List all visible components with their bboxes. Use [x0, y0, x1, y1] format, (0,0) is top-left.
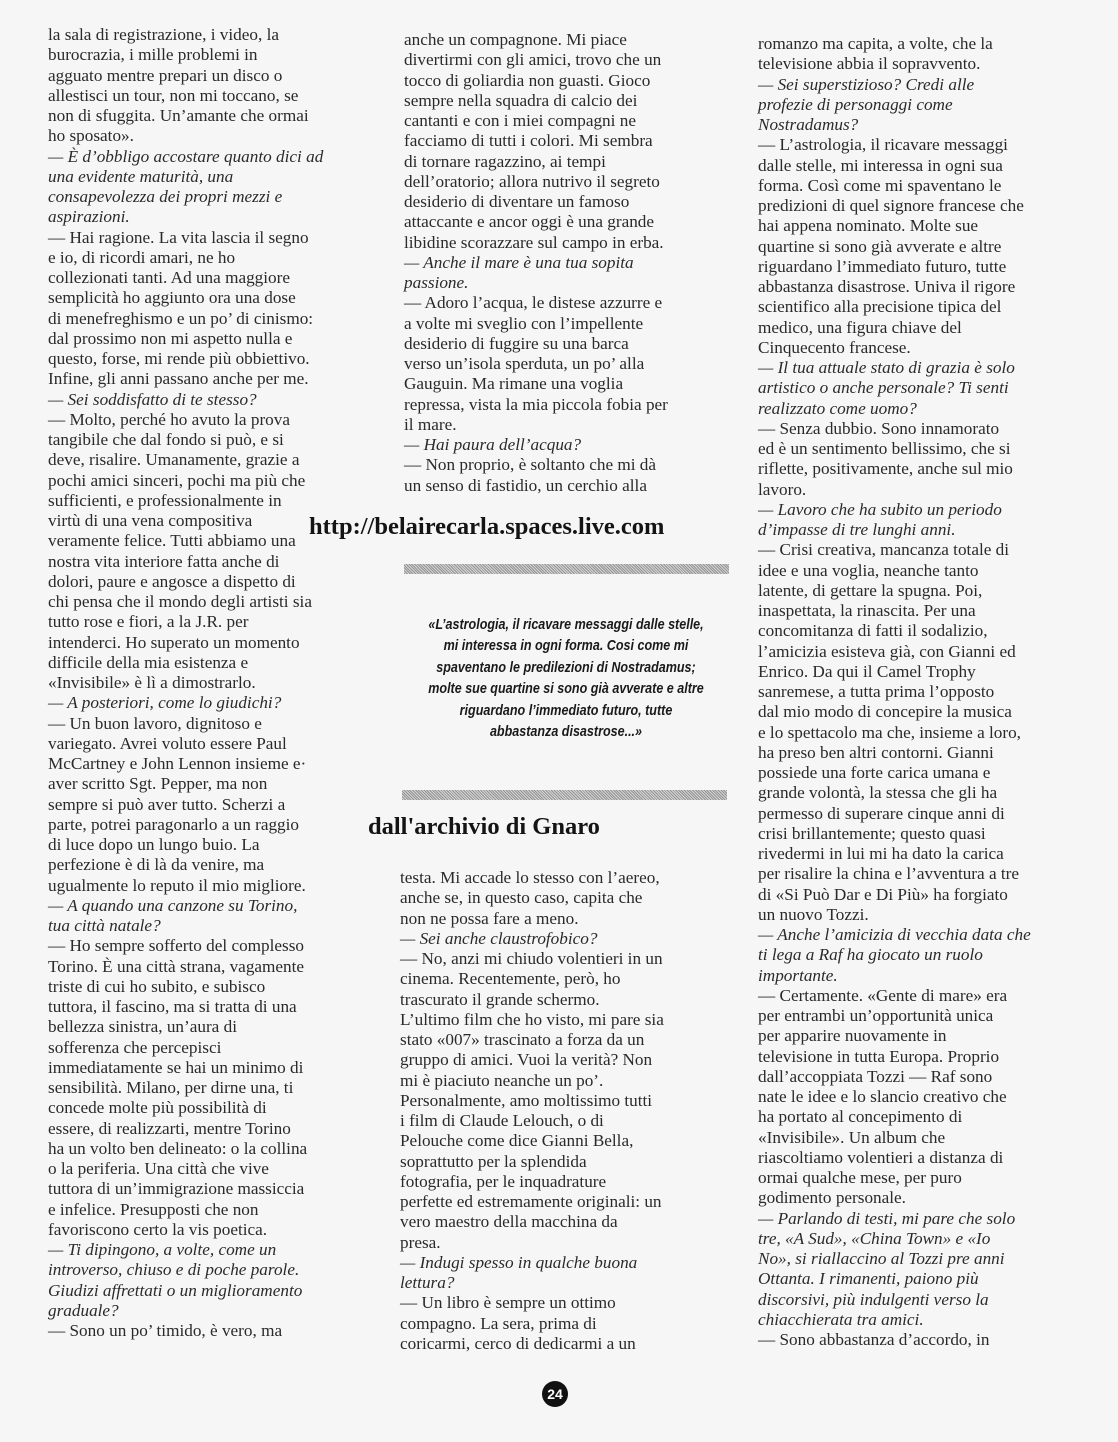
answer-line: tocco di goliardia non guasti. Gioco	[404, 70, 651, 90]
answer-line: ugualmente lo reputo il mio migliore.	[48, 875, 306, 895]
answer-line: vero maestro della macchina da	[400, 1212, 618, 1232]
question-line: Nostradamus?	[758, 115, 859, 134]
answer-line: bellezza sinistra, un’aura di	[48, 1017, 237, 1037]
answer-line: Personalmente, amo moltissimo tutti	[400, 1090, 653, 1110]
answer-line: sufficienti, e professionalmente in	[48, 490, 282, 510]
answer-line: — No, anzi mi chiudo volentieri in un	[400, 949, 663, 968]
answer-line: — Sono un po’ timido, è vero, ma	[48, 1321, 283, 1340]
question-line: aspirazioni.	[48, 207, 130, 227]
answer-line: di «Si Può Dar e Di Più» ha forgiato	[758, 884, 1008, 904]
answer-line: ha preso ben altri contorni. Gianni	[758, 742, 994, 762]
answer-line: soprattutto per la splendida	[400, 1151, 587, 1171]
watermark-archive: dall'archivio di Gnaro	[368, 813, 600, 840]
answer-line: e infelice. Presupposti che non	[48, 1199, 259, 1219]
answer-line: inaspettata, la rinascita. Per una	[758, 601, 976, 620]
answer-line: veramente felice. Tutti abbiamo una	[48, 531, 296, 551]
answer-line: ho sposato».	[48, 126, 134, 146]
answer-line: di luce dopo un lungo buio. La	[48, 835, 260, 854]
answer-line: permesso di superare cinque anni di	[758, 803, 1005, 823]
answer-line: fotografia, per le inquadrature	[400, 1171, 607, 1191]
answer-line: latente, di gettare la spugna. Poi,	[758, 580, 983, 600]
answer-line: — Ho sempre sofferto del complesso	[48, 936, 305, 956]
answer-line: trascurato il grande schermo.	[400, 989, 600, 1009]
answer-line: anche se, in questo caso, capita che	[400, 888, 643, 908]
question-line: una evidente maturità, una	[48, 166, 234, 186]
answer-line: dolori, paure e angosce a dispetto di	[48, 571, 296, 591]
answer-line: — L’astrologia, il ricavare messaggi	[758, 135, 1008, 155]
question-line: artistico o anche personale? Ti senti	[758, 378, 1009, 398]
answer-line: verso un’isola sperduta, un po’ alla	[404, 354, 645, 373]
answer-line: facciamo di tutti i colori. Mi sembra	[404, 131, 653, 151]
answer-line: — Crisi creativa, mancanza totale di	[758, 540, 1010, 560]
answer-line: la sala di registrazione, i video, la	[48, 25, 279, 44]
answer-line: grande volontà, la stessa che gli ha	[758, 783, 998, 803]
answer-line: «Invisibile». Un album che	[758, 1127, 946, 1147]
answer-line: ha un volto ben delineato: o la collina	[48, 1138, 308, 1158]
answer-line: — Un buon lavoro, dignitoso e	[48, 713, 262, 733]
answer-line: riascoltiamo volentieri a distanza di	[758, 1147, 1004, 1167]
question-line: graduale?	[48, 1300, 119, 1320]
answer-line: — Sono abbastanza d’accordo, in	[758, 1330, 990, 1349]
answer-line: tuttora di un’immigrazione massiccia	[48, 1179, 305, 1199]
answer-line: pochi amici sinceri, pochi ma più che	[48, 470, 306, 490]
answer-line: per entrambi un’opportunità unica	[758, 1006, 994, 1025]
question-line: — A quando una canzone su Torino,	[48, 895, 298, 915]
answer-line: ha portato al concepimento di	[758, 1107, 963, 1127]
answer-line: quartine si sono già avverate e altre	[758, 236, 1002, 256]
question-line: d’impasse di tre lunghi anni.	[758, 520, 956, 539]
answer-line: — Senza dubbio. Sono innamorato	[758, 418, 1000, 438]
answer-line: McCartney e John Lennon insieme e·	[48, 754, 307, 773]
pullquote-line: «L’astrologia, il ricavare messaggi dalle stelle,	[428, 617, 704, 633]
article-column-1	[48, 25, 323, 1341]
question-line: lettura?	[400, 1273, 455, 1292]
answer-line: tuttora, il fascino, ma si tratta di una	[48, 997, 297, 1016]
answer-line: ed è un sentimento bellissimo, che si	[758, 439, 1011, 458]
answer-line: mi è piaciuto neanche un po’.	[400, 1070, 604, 1090]
answer-line: l’amicizia esisteva già, con Gianni ed	[758, 641, 1016, 661]
question-line: — Ti dipingono, a volte, come un	[48, 1240, 277, 1259]
answer-line: forma. Così come mi spaventano le	[758, 175, 1002, 195]
answer-line: un senso di fastidio, un cerchio alla	[404, 475, 647, 495]
answer-line: repressa, vista la mia piccola fobia per	[404, 394, 668, 414]
answer-line: immediatamente se hai un minimo di	[48, 1057, 304, 1077]
answer-line: desiderio di diventare un famoso	[404, 192, 630, 211]
answer-line: nate le idee e lo slancio creativo che	[758, 1087, 1007, 1106]
question-line: passione.	[404, 273, 469, 292]
answer-line: favoriscono certo la vis poetica.	[48, 1219, 268, 1239]
answer-line: Cinquecento francese.	[758, 337, 911, 357]
question-line: — Sei superstizioso? Credi alle	[758, 74, 975, 94]
pullquote-line: riguardano l’immediato futuro, tutte	[459, 702, 673, 719]
answer-line: per risalire la china e l’avventura a tre	[758, 864, 1020, 884]
pullquote-rule-top	[404, 564, 729, 574]
question-line: tre, «A Sud», «China Town» e «Io	[758, 1228, 991, 1248]
answer-line: cinema. Recentemente, però, ho	[400, 969, 621, 989]
answer-line: — Molto, perché ho avuto la prova	[48, 409, 290, 429]
answer-line: crisi brillantemente; questo quasi	[758, 823, 986, 843]
question-line: importante.	[758, 965, 838, 985]
question-line: realizzato come uomo?	[758, 398, 917, 418]
answer-line: libidine scorazzare sul campo in erba.	[404, 232, 664, 252]
answer-line: lavoro.	[758, 479, 807, 499]
answer-line: e lo spettacolo ma che, insieme a loro,	[758, 722, 1021, 742]
answer-line: sempre si può aver tutto. Scherzi a	[48, 794, 286, 814]
answer-line: presa.	[400, 1232, 441, 1252]
answer-line: riguardano l’immediato futuro, tutte	[758, 256, 1007, 276]
pullquote-line: abbastanza disastrose...»	[489, 724, 643, 741]
answer-line: gruppo di amici. Vuoi la verità? Non	[400, 1050, 653, 1070]
answer-line: Infine, gli anni passano anche per me.	[48, 369, 309, 389]
answer-line: medico, una figura chiave del	[758, 317, 962, 337]
answer-line: testa. Mi accade lo stesso con l’aereo,	[400, 868, 660, 887]
answer-line: tutto rose e fiori, a la J.R. per	[48, 612, 249, 632]
answer-line: «Invisibile» è lì a dimostrarlo.	[48, 673, 256, 692]
article-column-2-top	[404, 30, 668, 496]
question-line: tua città natale?	[48, 916, 161, 935]
answer-line: aver scritto Sgt. Pepper, ma non	[48, 774, 268, 794]
answer-line: sempre nella squadra di calcio dei	[404, 90, 638, 110]
answer-line: parte, potrei paragonarlo a un raggio	[48, 814, 300, 834]
answer-line: — Hai ragione. La vita lascia il segno	[48, 227, 309, 247]
answer-line: concomitanza di fatti il sodalizio,	[758, 621, 988, 641]
question-line: discorsivi, più indulgenti verso la	[758, 1289, 989, 1309]
question-line: — Sei anche claustrofobico?	[400, 928, 598, 948]
answer-line: o la periferia. Una città che vive	[48, 1159, 269, 1178]
answer-line: nostra vita interiore fatta anche di	[48, 551, 280, 571]
answer-line: triste di cui ho subito, e subisco	[48, 976, 266, 996]
answer-line: desiderio di fuggire su una barca	[404, 333, 629, 353]
answer-line: attaccante e ancor oggi è una grande	[404, 212, 655, 232]
answer-line: semplicità ho aggiunto ora una dose	[48, 288, 296, 308]
answer-line: di menefreghismo e un po’ di cinismo:	[48, 308, 314, 328]
answer-line: tangibile che dal fondo si può, e si	[48, 430, 284, 449]
answer-line: chi pensa che il mondo degli artisti sia	[48, 592, 312, 611]
answer-line: stato «007» trascinato a forza da un	[400, 1030, 645, 1049]
answer-line: — Un libro è sempre un ottimo	[400, 1293, 616, 1313]
question-line: consapevolezza dei propri mezzi e	[48, 187, 283, 206]
answer-line: dalle stelle, mi interessa in ogni sua	[758, 155, 1003, 175]
question-line: — Il tua attuale stato di grazia è solo	[758, 358, 1015, 377]
question-line: — Hai paura dell’acqua?	[404, 435, 582, 454]
pullquote-line: molte sue quartine si sono già avverate e altre	[428, 681, 704, 698]
question-line: introverso, chiuso e di poche parole.	[48, 1260, 300, 1280]
answer-line: dal prossimo non mi aspetto nulla e	[48, 328, 293, 348]
answer-line: sofferenza che percepisci	[48, 1037, 222, 1057]
question-line: Giudizi affrettati o un miglioramento	[48, 1280, 303, 1300]
pullquote-line: mi interessa in ogni forma. Cosi come mi	[443, 638, 689, 655]
question-line: — È d’obbligo accostare quanto dici ad	[48, 146, 324, 166]
answer-line: — Certamente. «Gente di mare» era	[758, 985, 1008, 1005]
answer-line: televisione in tutta Europa. Proprio	[758, 1046, 1000, 1066]
question-line: Ottanta. I rimanenti, paiono più	[758, 1269, 979, 1289]
answer-line: abbastanza disastrose. Univa il rigore	[758, 277, 1016, 296]
answer-line: deve, risalire. Umanamente, grazie a	[48, 450, 300, 470]
question-line: — Parlando di testi, mi pare che solo	[758, 1208, 1016, 1228]
answer-line: — Non proprio, è soltanto che mi dà	[404, 455, 657, 475]
question-line: ti lega a Raf ha giocato un ruolo	[758, 945, 983, 965]
article-column-3	[758, 34, 1031, 1350]
pullquote	[420, 615, 712, 743]
answer-line: a volte mi sveglio con l’impellente	[404, 313, 644, 333]
answer-line: Gauguin. Ma rimane una voglia	[404, 374, 624, 394]
question-line: — Sei soddisfatto di te stesso?	[48, 389, 257, 409]
answer-line: concede molte più possibilità di	[48, 1098, 267, 1118]
question-line: profezie di personaggi come	[758, 94, 953, 114]
question-line: — Lavoro che ha subito un periodo	[758, 499, 1002, 519]
answer-line: ormai qualche mese, per puro	[758, 1168, 962, 1187]
answer-line: perfezione è di là da venire, ma	[48, 855, 265, 875]
answer-line: scientifico alla precisione tipica del	[758, 297, 1002, 317]
answer-line: anche un compagnone. Mi piace	[404, 30, 627, 49]
answer-line: non di sfuggita. Un’amante che ormai	[48, 106, 309, 125]
answer-line: riflette, positivamente, anche sul mio	[758, 459, 1013, 479]
answer-line: difficile della mia esistenza e	[48, 652, 249, 672]
answer-line: per apparire nuovamente in	[758, 1026, 947, 1046]
article-column-2-bottom	[400, 868, 664, 1354]
question-line: — Anche il mare è una tua sopita	[404, 252, 634, 272]
answer-line: questo, forse, mi rende più obbiettivo.	[48, 349, 310, 368]
answer-line: L’ultimo film che ho visto, mi pare sia	[400, 1009, 664, 1029]
answer-line: allestisci un tour, non mi toccano, se	[48, 85, 299, 105]
answer-line: compagno. La sera, prima di	[400, 1313, 597, 1333]
answer-line: — Adoro l’acqua, le distese azzurre e	[404, 293, 663, 313]
answer-line: sensibilità. Milano, per dirne una, ti	[48, 1078, 294, 1097]
answer-line: collezionati tanti. Ad una maggiore	[48, 268, 290, 287]
question-line: — A posteriori, come lo giudichi?	[48, 693, 282, 713]
answer-line: il mare.	[404, 414, 457, 434]
pullquote-rule-bottom	[402, 790, 727, 800]
question-line: — Anche l’amicizia di vecchia data che	[758, 925, 1031, 944]
answer-line: sanremese, a tutta prima l’opposto	[758, 682, 995, 701]
question-line: chiacchierata tra amici.	[758, 1309, 924, 1329]
answer-line: non ne possa fare a meno.	[400, 908, 579, 928]
answer-line: virtù di una vena compositiva	[48, 511, 253, 530]
answer-line: dal mio modo di concepire la musica	[758, 702, 1012, 722]
answer-line: romanzo ma capita, a volte, che la	[758, 34, 993, 53]
answer-line: godimento personale.	[758, 1188, 906, 1208]
answer-line: idee e una voglia, neanche tanto	[758, 560, 979, 580]
answer-line: dall’accoppiata Tozzi — Raf sono	[758, 1066, 993, 1086]
answer-line: possiede una forte carica umana e	[758, 763, 991, 782]
answer-line: di tornare ragazzino, ai tempi	[404, 151, 606, 171]
page-number-badge: 24	[542, 1381, 568, 1407]
answer-line: Pelouche come dice Gianni Bella,	[400, 1131, 634, 1151]
answer-line: agguato mentre prepari un disco o	[48, 65, 283, 85]
answer-line: e io, di ricordi amari, ne ho	[48, 247, 236, 267]
answer-line: un nuovo Tozzi.	[758, 904, 869, 924]
answer-line: perfette ed estremamente originali: un	[400, 1192, 662, 1211]
answer-line: burocrazia, i mille problemi in	[48, 45, 258, 65]
answer-line: variegato. Avrei voluto essere Paul	[48, 733, 287, 753]
question-line: — Indugi spesso in qualche buona	[400, 1252, 638, 1272]
answer-line: predizioni di quel signore francese che	[758, 196, 1024, 215]
answer-line: dell’oratorio; allora nutrivo il segreto	[404, 171, 660, 191]
answer-line: rivedermi in lui mi ha dato la carica	[758, 844, 1004, 863]
answer-line: coricarmi, cerco di dedicarmi a un	[400, 1333, 636, 1353]
question-line: No», si riallaccino al Tozzi pre anni	[758, 1249, 1005, 1268]
answer-line: Torino. È una città strana, vagamente	[48, 956, 305, 976]
answer-line: Enrico. Da qui il Camel Trophy	[758, 661, 976, 681]
answer-line: divertirmi con gli amici, trovo che un	[404, 50, 662, 70]
answer-line: cantanti e con i miei compagni ne	[404, 111, 636, 130]
pullquote-line: spaventano le predilezioni di Nostradamus;	[436, 659, 696, 676]
answer-line: televisione abbia il sopravvento.	[758, 54, 981, 74]
watermark-url: http://belairecarla.spaces.live.com	[309, 513, 665, 540]
answer-line: i film di Claude Lelouch, o di	[400, 1111, 604, 1130]
answer-line: hai appena nominato. Molte sue	[758, 216, 979, 236]
answer-line: intenderci. Ho superato un momento	[48, 632, 300, 652]
answer-line: essere, di realizzarti, mentre Torino	[48, 1118, 291, 1138]
